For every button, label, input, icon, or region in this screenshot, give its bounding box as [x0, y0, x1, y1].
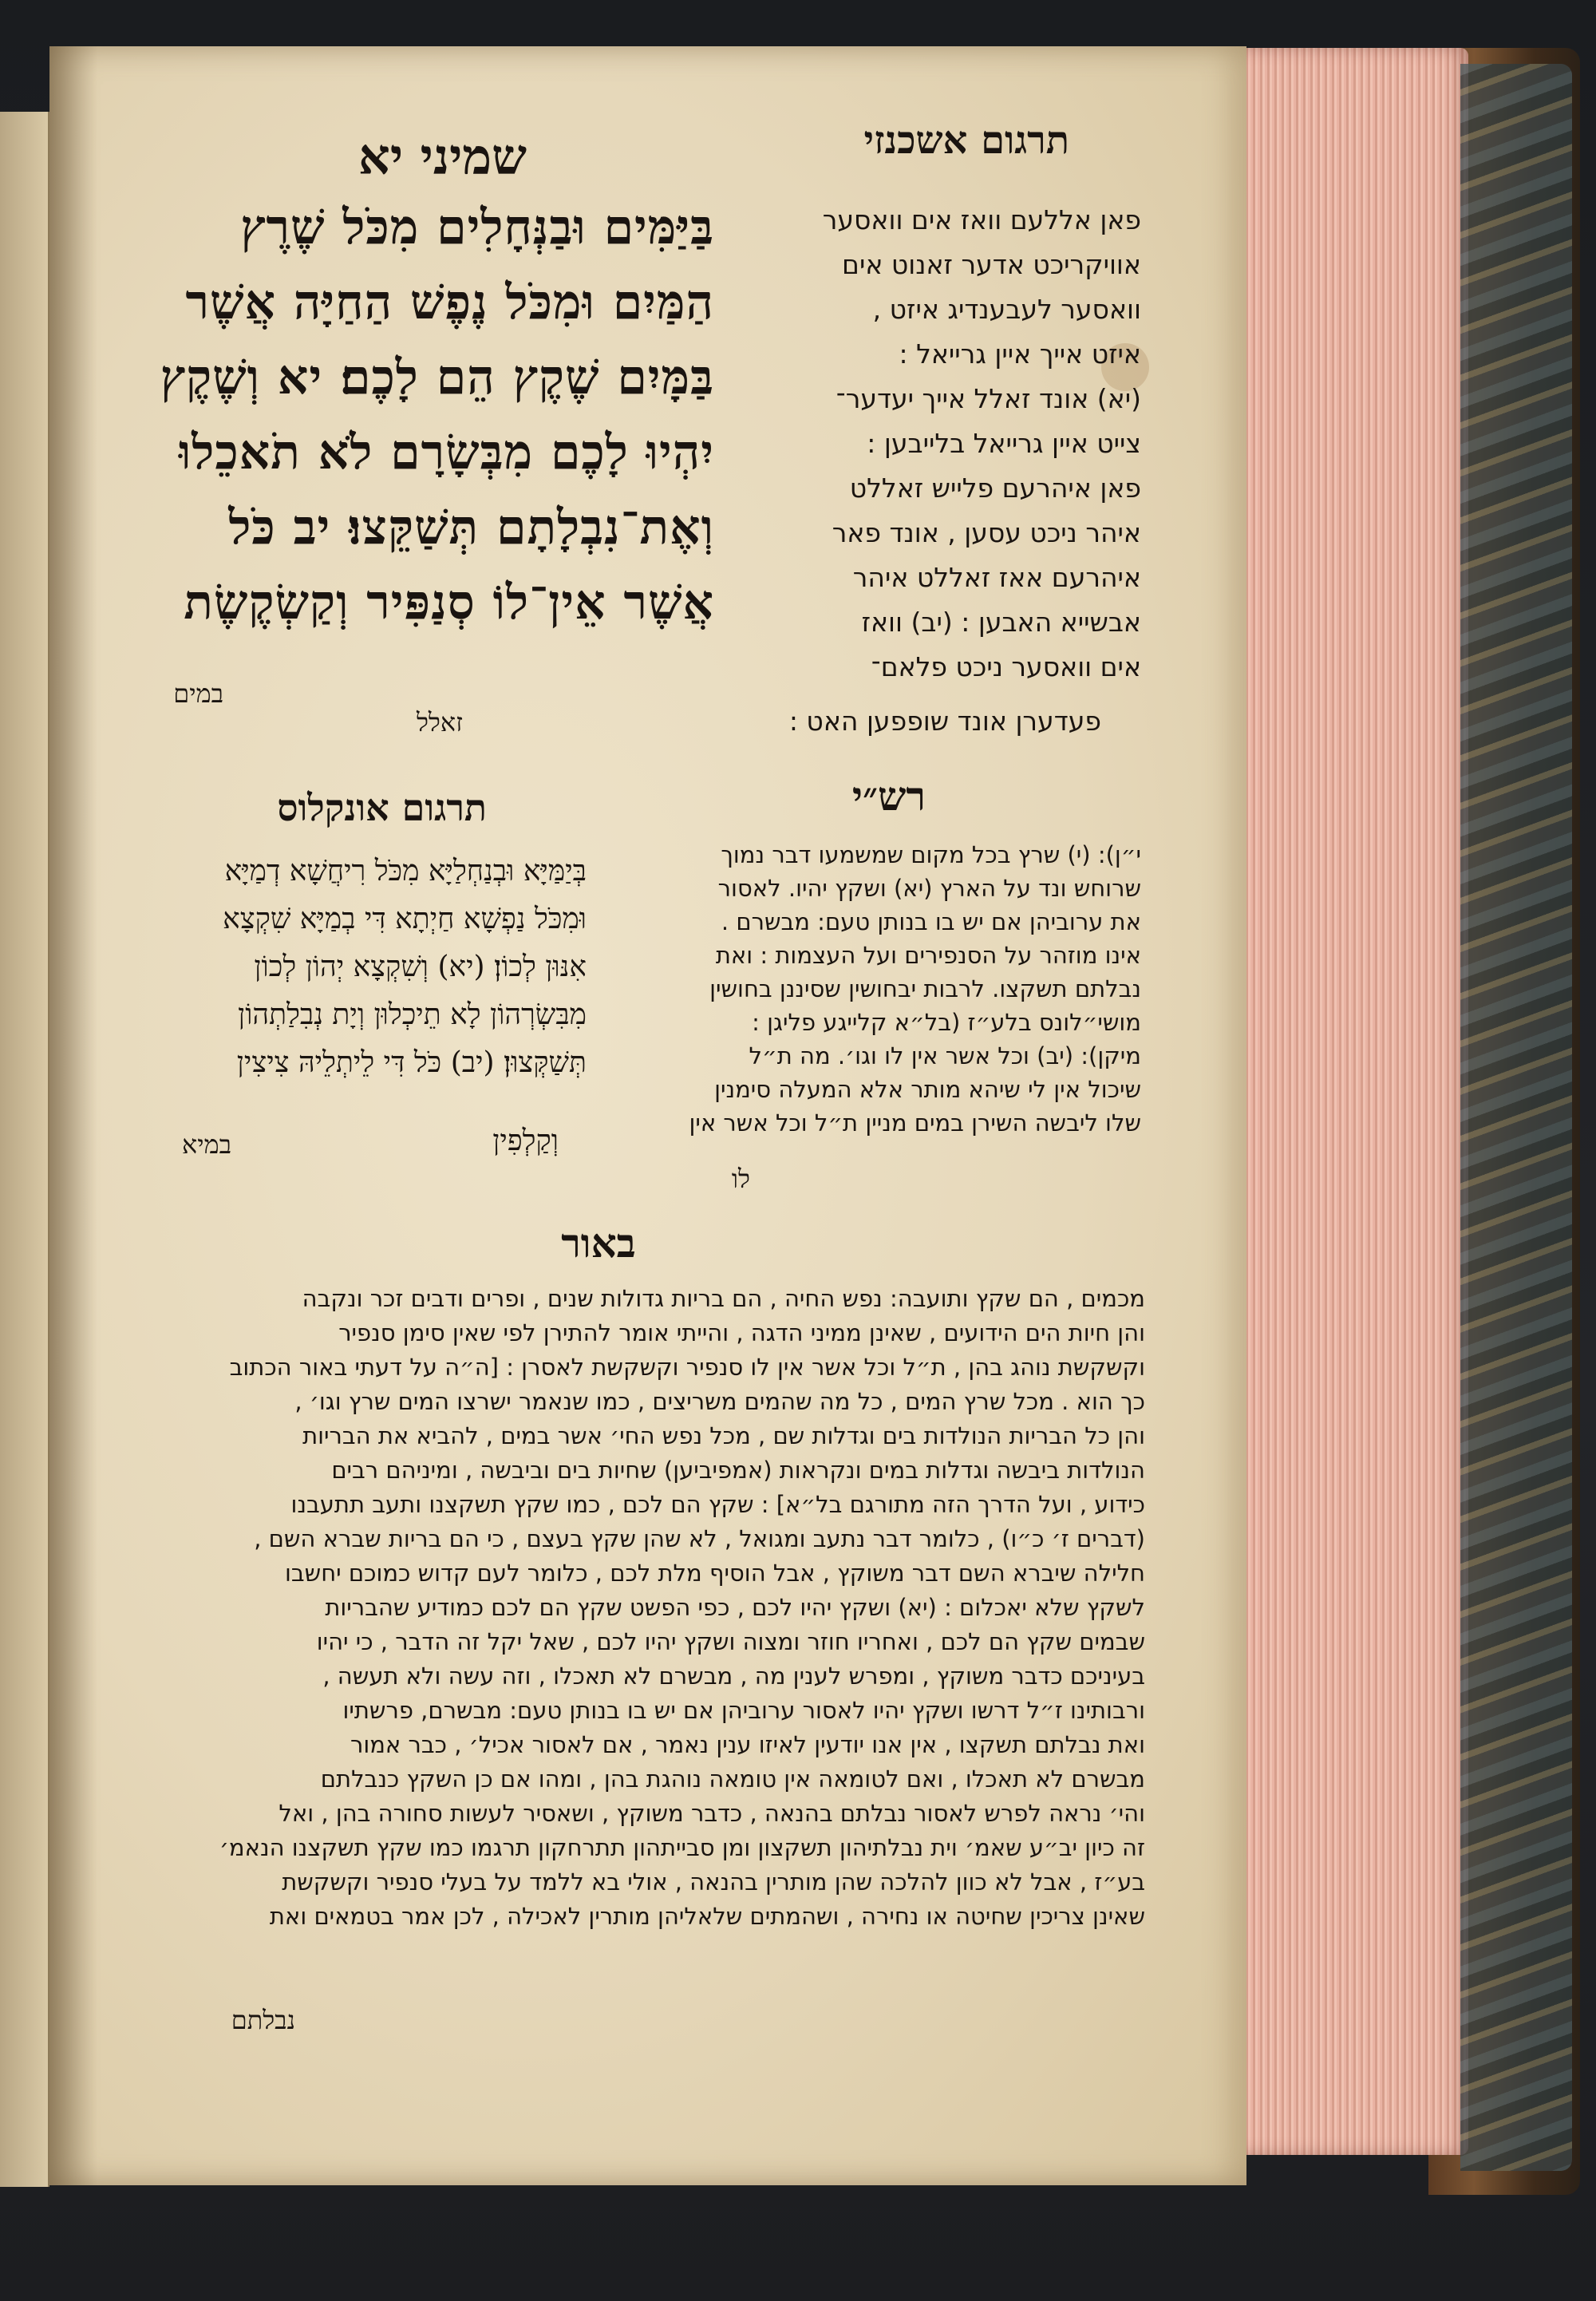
onkelos-line: אִנּוּן לְכוֹן׃ (יא) וְשִׁקְצָא יְהוֹן לְכוֹן: [254, 951, 587, 983]
rashi-line: שלו ליבשה השירן במים מניין ת״ל וכל אשר אין: [689, 1109, 1141, 1137]
biur-line: הנולדות ביבשה וגדלות במים ונקראות (אמפיביען) שחיות בים וביבשה , ומיניהם רבים: [331, 1457, 1145, 1484]
rashi-line: אינו מוזהר על הסנפירים ועל העצמות : ואת: [715, 942, 1141, 969]
running-title-parsha: שמיני יא: [358, 128, 527, 186]
biur-line: מבשרם לא תאכלו , ואם לטומאה אין טומאה נוהגת בהן , ומהו אם כן השקץ כנבלתם: [320, 1765, 1145, 1793]
rashi-line: מושי״לונס בלע״ז (בל״א קלייגע פליגן :: [752, 1009, 1141, 1036]
onkelos-last-line: וְקַלְפִין: [492, 1125, 559, 1157]
yiddish-line: צייט איין גרייאל בלייבען :: [867, 428, 1141, 459]
biur-line: שאינן צריכין שחיטה או נחירה , ושהמתים שלאליהן מותרין לאכילה , לכן אמר בטמאים ואת: [269, 1903, 1145, 1930]
yiddish-line: פאן איהרעם פלייש זאללט: [849, 472, 1141, 504]
rashi-line: את ערוביהן אם יש בו בנותן טעם: מבשרם .: [721, 908, 1141, 935]
page-edges-stack: [1229, 48, 1468, 2155]
onkelos-catchword: במיא: [182, 1129, 231, 1160]
onkelos-line: בְּיַמַּיָּא וּבְנַחְלַיָּא מִכֹּל רִיחֲשָׁא דְמַיָּא: [224, 855, 587, 888]
previous-page-edge: [0, 112, 49, 2187]
biur-line: וקשקשת נוהג בהן , ת״ל וכל אשר אין לו סנפיר וקשקשת לאסרן : [ה״ה על דעתי באור הכתוב: [229, 1354, 1145, 1381]
running-title-yiddish: תרגום אשכנזי: [863, 118, 1069, 163]
biur-line: ורבותינו ז״ל דרשו ושקץ יהיו לאסור ערוביהן אם יש בו בנותן טעם: מבשרם, פרשתיו: [342, 1697, 1145, 1724]
marbled-cover-edge: [1460, 64, 1572, 2171]
onkelos-column: [76, 848, 587, 1087]
rashi-line: מיקן): (יב) וכל אשר אין לו וגו׳. מה ת״ל: [749, 1042, 1141, 1069]
biur-line: מכמים , הם שקץ ותועבה: נפש החיה , הם בריות גדולות שנים , ופרים ודבים זכר ונקבה: [302, 1285, 1145, 1312]
biur-line: והן חיות הים הידועים , שאינן ממיני הדגה , והייתי אומר להתירן לפי שאין סימן סנפיר: [338, 1319, 1145, 1346]
rashi-line: י״ן): (י) שרץ בכל מקום שמשמעו דבר נמוך: [721, 841, 1141, 868]
biur-line: כך הוא . מכל שרץ המים , כל מה שהמים משריצים , כמו שנאמר ישרצו המים שרץ וגו׳ ,: [294, 1388, 1145, 1415]
torah-catchword: במים: [173, 678, 223, 709]
yiddish-catchword: זאלל: [416, 707, 463, 737]
torah-line: אֲשֶׁר אֵין־לוֹ סְנַפִּיר וְקַשְׂקֶשֶׂת: [184, 575, 714, 631]
torah-line: יִהְיוּ לָכֶם מִבְּשָׂרָם לֹא תֹאכֵלוּ: [178, 425, 714, 480]
biur-line: בעיניכם כדבר משוקץ , ומפרש לענין מה , מבשרם לא תאכלו , וזה עשה ולא תעשה ,: [322, 1662, 1145, 1690]
yiddish-line: איהר ניכט עסען , אונד פאר: [832, 517, 1141, 548]
onkelos-line: תְּשַׁקְּצוּן׃ (יב) כֹּל דִּי לֵיתְלֵיהּ צִיצִין: [236, 1046, 587, 1079]
yiddish-line: אבשייא האבען : (יב) וואז: [861, 607, 1141, 638]
biur-line: שבמים שקץ הם לכם , ואחריו חוזר ומצוה ושקץ יהיו לכם , שאל יקל זה הדבר , כי יהיו: [316, 1628, 1145, 1655]
rashi-catchword: לו: [731, 1164, 750, 1194]
biur-line: (דברים ז׳ כ״ו) , כלומר דבר נתעב ומגואל , לא שהן שקץ בעצם , כי הם בריות שברא השם ,: [254, 1525, 1145, 1552]
onkelos-line: מִבִּשְׂרְהוֹן לָא תֵיכְלוּן וְיָת נְבִלַתְהוֹן: [238, 998, 587, 1031]
rashi-column: [614, 838, 1141, 1140]
biur-line: ואת נבלתם תשקצו , אין אנו יודעין לאיזו ענין נאמר , אם לאסור אכיל׳ , כבר אמור: [350, 1731, 1145, 1758]
biur-commentary: [80, 1282, 1145, 1934]
biur-catchword: נבלתם: [231, 2005, 295, 2035]
yiddish-line: פאן אללעם וואז אים וואסער: [822, 204, 1141, 235]
biur-title: באור: [561, 1220, 636, 1267]
torah-line: בַּיַּמִּים וּבַנְּחָלִים מִכֹּל שֶׁרֶץ: [240, 200, 714, 255]
rashi-line: שרוחש ונד על הארץ (יא) ושקץ יהיו. לאסור: [717, 875, 1141, 902]
torah-text-block: [72, 190, 714, 640]
rashi-line: שיכול אין לי שיהא מותר אלא המעלה סימנין: [714, 1076, 1141, 1103]
biur-line: חלילה שיברא השם דבר משוקץ , אבל הוסיף מלת לכם , כלומר לעם קדוש כמוכם יחשבו: [285, 1560, 1145, 1587]
biur-line: והן כל הבריות הנולדות בים וגדלות שם , מכל נפש החי׳ אשר במים , להביא את הבריות: [302, 1422, 1145, 1449]
biur-line: לשקץ שלא יאכלום : (יא) ושקץ יהיו לכם , כפי הפשט שקץ הם לכם כמודיע שהבריות: [325, 1594, 1145, 1621]
biur-line: זה כיון יב״ע שאמ׳ וית נבלתיהון תשקצון ומן סבייתהון תתרחקון תרגמו כמו שקץ תשקצנו הנאמ׳: [219, 1834, 1145, 1861]
onkelos-line: וּמִכֹּל נַפְשָׁא חַיְתָא דִּי בְמַיָּא שִׁקְצָא: [223, 903, 587, 935]
biur-line: בע״ז , אבל לא כוון להלכה שהן מותרין בהנאה , אולי בא ללמד על בעלי סנפיר וקשקשת: [282, 1868, 1145, 1896]
yiddish-line: איהרעם אאז זאללט איהר: [852, 562, 1141, 593]
rashi-line: נבלתם תשקצו. לרבות יבחושין שסיננן בחושין: [709, 975, 1141, 1002]
onkelos-title: תרגום אונקלוס: [277, 786, 487, 829]
biur-line: והי׳ נראה לפרש לאסור נבלתם בהנאה , כדבר משוקץ , ושאסיר לעשות סחורה בהן , ואל: [279, 1800, 1145, 1827]
yiddish-line: (יא) אונד זאלל אייך יעדער־: [836, 383, 1141, 414]
yiddish-line: איזט אייך איין גרייאל :: [899, 338, 1141, 370]
yiddish-line: אים וואסער ניכט פלאם־: [871, 651, 1141, 682]
yiddish-translation-column: [738, 198, 1141, 690]
yiddish-line: וואסער לעבענדיג איזט ,: [872, 294, 1141, 325]
torah-line: וְאֶת־נִבְלָתָם תְּשַׁקֵּצוּ׃ יב כֹּל: [228, 500, 714, 555]
rashi-title: רש״י: [851, 773, 926, 820]
biur-line: כידוע , ועל הדרך הזה מתורגם בל״א] : שקץ הם לכם , כמו שקץ תשקצנו ותעב תתעבנו: [290, 1491, 1145, 1518]
torah-line: בַּמָּיִם שֶׁקֶץ הֵם לָכֶם׃ יא וְשֶׁקֶץ: [160, 350, 714, 405]
torah-line: הַמַּיִם וּמִכֹּל נֶפֶשׁ הַחַיָּה אֲשֶׁר: [185, 275, 714, 330]
yiddish-continuation: פעדערן אונד שופפען האט :: [788, 706, 1101, 737]
yiddish-line: אוויקריכט אדער זאנוט אים: [842, 249, 1141, 280]
